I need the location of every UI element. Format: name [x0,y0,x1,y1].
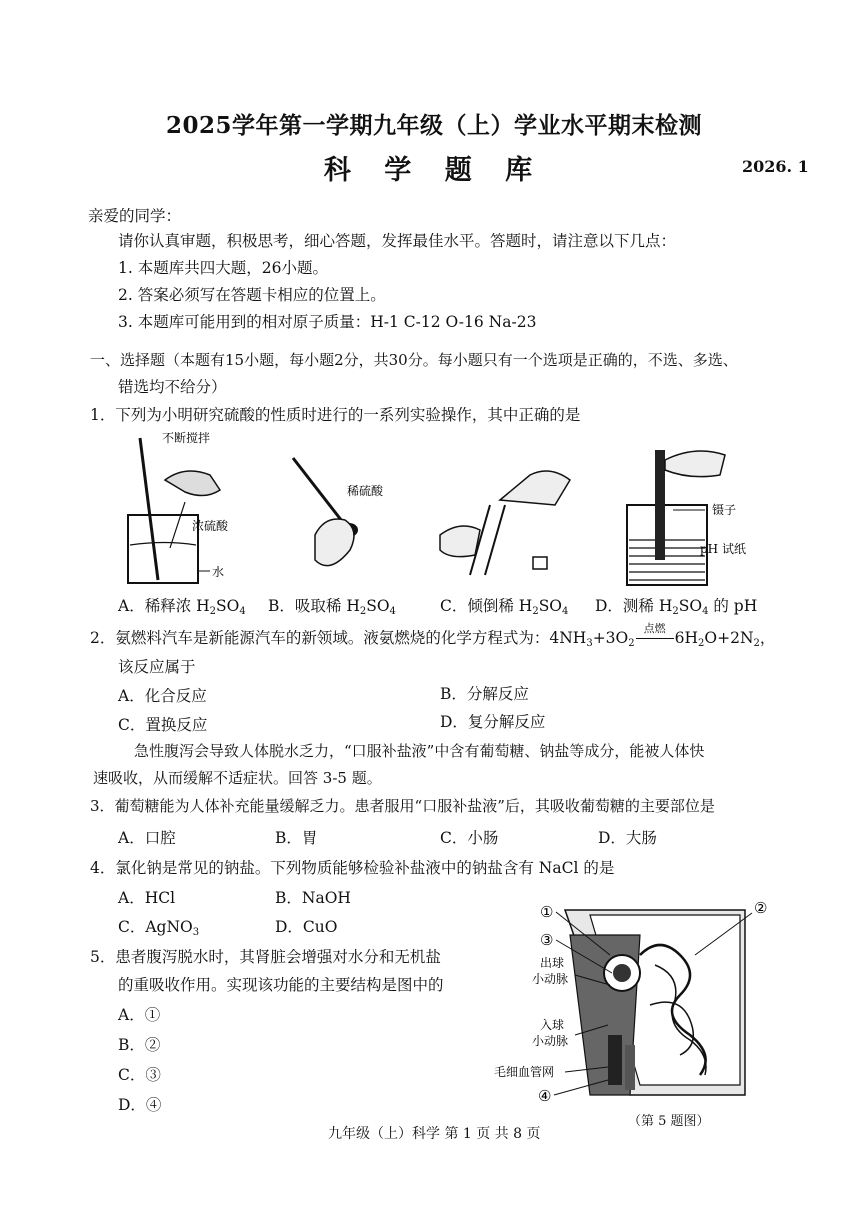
reaction-condition: 点燃 [643,622,666,635]
q2-stem: 2．氨燃料汽车是新能源汽车的新领域。液氨燃烧的化学方程式为：$4NH_3+3O_2$ 点燃 $6H_2O+2N_2$， [90,622,776,649]
pouring-figure [430,445,580,585]
note-2: 2. 答案必须写在答题卡相应的位置上。 [118,286,386,304]
q4-option-d: D．CuO [275,918,338,936]
exam-date: 2026. 1 [742,157,809,176]
q5-option-a: A．① [118,1006,161,1024]
q1-stem: 1．下列为小明研究硫酸的性质时进行的一系列实验操作，其中正确的是 [90,406,581,424]
label-conc-acid: 浓硫酸 [192,519,229,533]
q3-option-d: D．大肠 [598,829,657,847]
label-n3: ③ [540,931,554,949]
q2-option-a: A．化合反应 [118,687,207,705]
label-capillary: 毛细血管网 [494,1065,555,1079]
label-tweezers: 镊子 [712,503,737,517]
section-heading-cont: 错选均不给分） [118,378,227,396]
exam-title: 2025学年第一学期九年级（上）学业水平期末检测 [165,112,702,139]
q2-option-b: B．分解反应 [440,685,529,703]
q3-stem: 3．葡萄糖能为人体补充能量缓解乏力。患者服用“口服补盐液”后，其吸收葡萄糖的主要部位是 [90,797,715,815]
q4-stem: 4．氯化钠是常见的钠盐。下列物质能够检验补盐液中的钠盐含有 NaCl 的是 [90,859,615,877]
q5-option-b: B．② [118,1036,161,1054]
label-ph-paper: pH 试纸 [700,542,746,556]
q2-option-d: D．复分解反应 [440,713,546,731]
page-footer: 九年级（上）科学 第 1 页 共 8 页 [328,1126,541,1142]
section-heading: 一、选择题（本题有15小题，每小题2分，共30分。每小题只有一个选项是正确的，不选、多选、 [90,351,738,369]
label-efferent-a: 出球 [540,956,565,970]
label-stir: 不断搅拌 [162,431,211,445]
greeting: 亲爱的同学： [88,207,182,225]
label-afferent-a: 入球 [540,1018,565,1032]
passage-line-1: 急性腹泻会导致人体脱水乏力，“口服补盐液”中含有葡萄糖、钠盐等成分，能被人体快 [134,742,705,760]
q3-option-b: B．胃 [275,829,318,847]
label-n2: ② [754,899,768,917]
q5-option-d: D．④ [118,1096,162,1114]
dilution-figure [110,430,250,590]
note-1: 1. 本题库共四大题，26小题。 [118,259,328,277]
dropper-figure [275,450,415,580]
label-n4: ④ [538,1087,552,1105]
label-n1: ① [540,903,554,921]
q2-stem-cont: 该反应属于 [118,658,196,676]
q5-option-c: C．③ [118,1066,161,1084]
q5-stem: 5．患者腹泻脱水时，其肾脏会增强对水分和无机盐 [90,948,441,966]
q4-option-c: C．AgNO$_3$ [118,918,200,938]
q1-option-c: C．倾倒稀 $H_2SO_4$ [440,597,569,617]
nephron-figure [490,895,768,1110]
label-dilute-acid: 稀硫酸 [347,484,384,498]
label-water: 水 [212,565,225,579]
q5-stem-cont: 的重吸收作用。实现该功能的主要结构是图中的 [118,976,444,994]
q4-option-a: A．HCl [118,889,176,907]
q3-option-a: A．口腔 [118,829,176,847]
exam-subtitle: 科 学 题 库 [323,155,545,186]
q1-option-a: A．稀释浓 $H_2SO_4$ [118,597,246,617]
passage-line-2: 速吸收，从而缓解不适症状。回答 3-5 题。 [93,769,382,787]
q4-option-b: B．NaOH [275,889,351,907]
q1-option-d: D．测稀 $H_2SO_4$ 的 pH [595,597,758,617]
q3-option-c: C．小肠 [440,829,499,847]
label-efferent-b: 小动脉 [532,972,569,986]
label-afferent-b: 小动脉 [532,1034,569,1048]
intro-lead: 请你认真审题，积极思考，细心答题，发挥最佳水平。答题时，请注意以下几点： [118,232,677,250]
note-3: 3. 本题库可能用到的相对原子质量：H-1 C-12 O-16 Na-23 [118,313,537,331]
q1-option-b: B．吸取稀 $H_2SO_4$ [268,597,396,617]
ph-figure [615,440,765,590]
figure-caption: （第 5 题图） [628,1114,710,1129]
q2-option-c: C．置换反应 [118,716,208,734]
